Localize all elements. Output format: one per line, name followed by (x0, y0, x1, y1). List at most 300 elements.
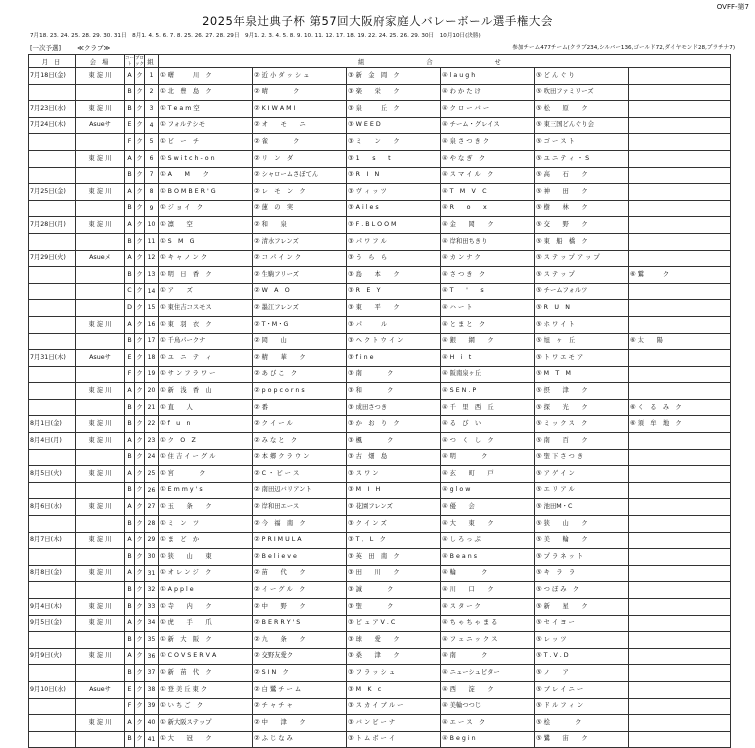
cell-group-number: 2 (145, 84, 159, 101)
table-row (29, 499, 731, 516)
cell-team: ② 番 (253, 399, 347, 416)
cell-group-number: 37 (145, 665, 159, 682)
cell-date (29, 731, 76, 748)
cell-venue: 東 淀 川 (76, 715, 125, 732)
cell-team: ① C O V S E R V A (159, 648, 253, 665)
cell-team: ④ し ろ っ ぷ (441, 532, 535, 549)
cell-block: ク (135, 316, 145, 333)
cell-venue: 東 淀 川 (76, 565, 125, 582)
cell-team: ① 凛 空 (159, 217, 253, 234)
cell-team: ③ 島 本 ク (347, 267, 441, 284)
cell-team: ② 晴 ク (253, 84, 347, 101)
cell-court: F (125, 698, 135, 715)
cell-team: ③ 球 愛 ク (347, 632, 441, 649)
cell-team: ④ 岸和田ちきり (441, 233, 535, 250)
cell-group-number: 30 (145, 549, 159, 566)
table-header-row (29, 55, 731, 68)
cell-court: B (125, 200, 135, 217)
cell-venue (76, 731, 125, 748)
cell-team: ① 直 人 (159, 399, 253, 416)
table-row (29, 333, 731, 350)
cell-court: A (125, 250, 135, 267)
cell-court: A (125, 532, 135, 549)
cell-team: ① 宮 ク (159, 466, 253, 483)
cell-team: ① ビ ー チ (159, 134, 253, 151)
cell-date: 7月31日(木) (29, 350, 76, 367)
cell-team: ④ 美輪つつじ (441, 698, 535, 715)
cell-group-number: 32 (145, 582, 159, 599)
cell-block: ク (135, 665, 145, 682)
cell-team: ② リ ン ダ (253, 150, 347, 167)
cell-team: ② B E R R Y ' S (253, 615, 347, 632)
cell-team: ② 生駒フリーズ (253, 267, 347, 284)
cell-block: ク (135, 516, 145, 533)
table-row (29, 283, 731, 300)
cell-team: ① A p p l e (159, 582, 253, 599)
cell-empty (629, 300, 731, 317)
cell-empty (629, 449, 731, 466)
cell-court: B (125, 599, 135, 616)
cell-block: ク (135, 731, 145, 748)
cell-team: ① ま ど か (159, 532, 253, 549)
cell-block: ク (135, 333, 145, 350)
cell-court: A (125, 433, 135, 450)
cell-empty (629, 200, 731, 217)
cell-group-number: 12 (145, 250, 159, 267)
cell-date (29, 665, 76, 682)
cell-empty (629, 233, 731, 250)
cell-team: ② レ モ ン ク (253, 184, 347, 201)
cell-court: B (125, 416, 135, 433)
cell-team: ③ 楽 栄 ク (347, 84, 441, 101)
table-row (29, 84, 731, 101)
cell-team: ④ 銀 網 ク (441, 333, 535, 350)
cell-team: ③ 英 田 南 ク (347, 549, 441, 566)
cell-court: B (125, 549, 135, 566)
cell-date (29, 449, 76, 466)
cell-venue (76, 632, 125, 649)
cell-date: 8月7日(木) (29, 532, 76, 549)
schedule-dates: 7月18. 23. 24. 25. 28. 29. 30. 31日 8月1. 4. 5. 6. 7. 8. 25. 26. 27. 28. 29日 9月1. 2. 3. 4. 5. 8. 9. 10. 11. 12. 17. 18. 19. 22. 24. 25. 26. 29. 30日 10月10日(決勝) (30, 33, 481, 39)
cell-venue (76, 84, 125, 101)
cell-team: ③ 東 平 ク (347, 300, 441, 317)
table-row (29, 582, 731, 599)
cell-empty (629, 582, 731, 599)
cell-team: ④ 泉 さ つ き ク (441, 134, 535, 151)
cell-date (29, 150, 76, 167)
cell-date (29, 366, 76, 383)
cell-venue (76, 549, 125, 566)
cell-team: ⑤ 高 石 ク (535, 167, 629, 184)
cell-team: ② み な と ク (253, 433, 347, 450)
cell-group-number: 3 (145, 101, 159, 118)
cell-group-number: 4 (145, 117, 159, 134)
table-row (29, 200, 731, 217)
cell-court: A (125, 648, 135, 665)
cell-team: ③ 和 ク (347, 383, 441, 400)
cell-block: ク (135, 300, 145, 317)
cell-empty (629, 715, 731, 732)
cell-date: 9月9日(火) (29, 648, 76, 665)
cell-team: ① オ レ ン ジ ク (159, 565, 253, 582)
cell-team: ① 寺 内 ク (159, 599, 253, 616)
cell-team: ① 登 美 丘 東 ク (159, 681, 253, 698)
cell-team: ⑤ レ ッ ツ (535, 632, 629, 649)
cell-empty (629, 383, 731, 400)
cell-team: ③ か お り ク (347, 416, 441, 433)
cell-venue: 東 淀 川 (76, 68, 125, 85)
cell-team: ③ A i l e s (347, 200, 441, 217)
cell-group-number: 26 (145, 482, 159, 499)
cell-team: ③ R I N (347, 167, 441, 184)
cell-team: ③ 泉 丘 ク (347, 101, 441, 118)
cell-block: ク (135, 532, 145, 549)
section-label: [一次予選] (30, 44, 62, 52)
cell-venue (76, 399, 125, 416)
cell-date (29, 715, 76, 732)
cell-team: ⑤ 交 野 ク (535, 217, 629, 234)
cell-team: ① B O M B E R ' G (159, 184, 253, 201)
cell-team: ① T e a m 空 (159, 101, 253, 118)
cell-team: ⑤ つ ぼ み ク (535, 582, 629, 599)
cell-group-number: 18 (145, 350, 159, 367)
cell-date (29, 283, 76, 300)
cell-block: ク (135, 399, 145, 416)
table-row (29, 101, 731, 118)
cell-date (29, 84, 76, 101)
cell-team: ④ エ ー ス ク (441, 715, 535, 732)
cell-team: ② 南田辺バリアント (253, 482, 347, 499)
cell-court: A (125, 184, 135, 201)
cell-block: ク (135, 632, 145, 649)
cell-court: A (125, 615, 135, 632)
cell-team: ⑤ 吹田ファミリーズ (535, 84, 629, 101)
cell-block: ク (135, 84, 145, 101)
cell-team: ③ ク イ ン ズ (347, 516, 441, 533)
cell-team: ⑤ ア ゲ イ ン (535, 466, 629, 483)
cell-empty (629, 117, 731, 134)
cell-team: ③ ピ ュ ア V . C (347, 615, 441, 632)
cell-empty (629, 615, 731, 632)
cell-team: ⑤ ド ル フ ィ ン (535, 698, 629, 715)
cell-team: ⑤ チームフォルツ (535, 283, 629, 300)
cell-block: ク (135, 466, 145, 483)
cell-venue: Asueサ (76, 117, 125, 134)
cell-group-number: 10 (145, 217, 159, 234)
cell-block: ク (135, 449, 145, 466)
cell-team: ① 新 浅 香 山 (159, 383, 253, 400)
cell-group-number: 39 (145, 698, 159, 715)
cell-group-number: 41 (145, 731, 159, 748)
cell-date (29, 698, 76, 715)
cell-empty (629, 532, 731, 549)
cell-team: ② 和 泉 (253, 217, 347, 234)
cell-date (29, 134, 76, 151)
cell-court: B (125, 582, 135, 599)
cell-team: ⑤ キ ラ ラ (535, 565, 629, 582)
cell-court: B (125, 233, 135, 250)
cell-date: 7月25日(金) (29, 184, 76, 201)
cell-group-number: 9 (145, 200, 159, 217)
cell-date: 9月5日(金) (29, 615, 76, 632)
cell-date: 8月6日(水) (29, 499, 76, 516)
cell-block: ク (135, 499, 145, 516)
cell-empty (629, 68, 731, 85)
cell-block: ク (135, 134, 145, 151)
cell-date: 7月29日(火) (29, 250, 76, 267)
cell-team: ① 狭 山 東 (159, 549, 253, 566)
table-row (29, 150, 731, 167)
cell-group-number: 27 (145, 499, 159, 516)
cell-group-number: 11 (145, 233, 159, 250)
cell-block: ク (135, 715, 145, 732)
table-row (29, 366, 731, 383)
cell-team: ⑤ ゴ ー ス ト (535, 134, 629, 151)
cell-empty (629, 250, 731, 267)
cell-empty (629, 150, 731, 167)
cell-court: B (125, 267, 135, 284)
cell-empty (629, 665, 731, 682)
cell-team: ④ フ ェ ニ ッ ク ス (441, 632, 535, 649)
cell-team: ① 住 吉 イ ー グ ル (159, 449, 253, 466)
cell-team: ② ふ じ な み (253, 731, 347, 748)
cell-team: ② T・M・G (253, 316, 347, 333)
schedule-table (28, 54, 731, 748)
cell-date (29, 632, 76, 649)
cell-team: ⑤ 新 星 ク (535, 599, 629, 616)
cell-team: ④ 金 岡 ク (441, 217, 535, 234)
cell-block: ク (135, 184, 145, 201)
section-heading (30, 43, 124, 52)
cell-venue (76, 516, 125, 533)
cell-team: ① 大 冠 ク (159, 731, 253, 748)
cell-venue: 東 淀 川 (76, 532, 125, 549)
cell-team: ① ミ ン ツ (159, 516, 253, 533)
cell-team: ④ 西 淀 ク (441, 681, 535, 698)
cell-team: ④ S E N . P (441, 383, 535, 400)
cell-team: ② 蓮 の 実 (253, 200, 347, 217)
cell-team: ② K I W A M I (253, 101, 347, 118)
cell-team: ② 白 鷺 チ ー ム (253, 681, 347, 698)
cell-team: ⑥ く る み ク (629, 399, 731, 416)
cell-team: ② 本 郷 ク ラ ウ ン (253, 449, 347, 466)
cell-team: ⑤ エ リ ア ル (535, 482, 629, 499)
cell-court: B (125, 167, 135, 184)
cell-block: ク (135, 250, 145, 267)
cell-team: ④ 大 東 ク (441, 516, 535, 533)
cell-team: ③ 新 金 岡 ク (347, 68, 441, 85)
cell-team: ② シャロームさぼてん (253, 167, 347, 184)
cell-team: ④ H i t (441, 350, 535, 367)
cell-group-number: 14 (145, 283, 159, 300)
cell-team: ⑤ 聖 下 さ つ き (535, 449, 629, 466)
cell-team: ① 東住吉コスモス (159, 300, 253, 317)
cell-block: ク (135, 482, 145, 499)
cell-group-number: 29 (145, 532, 159, 549)
cell-team: ② オ モ ニ (253, 117, 347, 134)
cell-empty (629, 433, 731, 450)
cell-date (29, 482, 76, 499)
cell-venue: 東 淀 川 (76, 615, 125, 632)
cell-team: ③ パ ル (347, 316, 441, 333)
cell-date: 7月23日(水) (29, 101, 76, 118)
cell-team: ⑤ ス テ ッ プ (535, 267, 629, 284)
cell-team: ⑥ 太 陽 (629, 333, 731, 350)
cell-team: ② 今 福 南 ク (253, 516, 347, 533)
cell-team: ⑤ ブ レ イ ニ ー (535, 681, 629, 698)
cell-team: ⑤ 狭 山 ク (535, 516, 629, 533)
cell-block: ク (135, 648, 145, 665)
table-row (29, 449, 731, 466)
cell-court: A (125, 715, 135, 732)
cell-empty (629, 466, 731, 483)
cell-team: ④ l a u g h (441, 68, 535, 85)
table-row (29, 532, 731, 549)
cell-team: ④ る び い (441, 416, 535, 433)
cell-team: ③ ス カ イ ブ ル ー (347, 698, 441, 715)
cell-group-number: 7 (145, 167, 159, 184)
cell-date (29, 516, 76, 533)
header-date: 月 日 (29, 55, 76, 68)
cell-team: ② C ・ ピ ー ス (253, 466, 347, 483)
cell-team: ⑤ 樹 林 ク (535, 200, 629, 217)
cell-team: ④ 南 ク (441, 648, 535, 665)
cell-venue (76, 300, 125, 317)
cell-court: A (125, 383, 135, 400)
table-row (29, 482, 731, 499)
cell-team: ⑤ ユ ニ テ ィ ・ S (535, 150, 629, 167)
cell-group-number: 35 (145, 632, 159, 649)
cell-venue: Asueサ (76, 350, 125, 367)
cell-block: ク (135, 433, 145, 450)
cell-team: ⑤ 南 百 ク (535, 433, 629, 450)
cell-venue: 東 淀 川 (76, 433, 125, 450)
cell-group-number: 13 (145, 267, 159, 284)
cell-empty (629, 482, 731, 499)
cell-empty (629, 134, 731, 151)
cell-team: ① 明 日 香 ク (159, 267, 253, 284)
cell-team: ④ R o x (441, 200, 535, 217)
cell-court: E (125, 117, 135, 134)
cell-team: ④ と ま と ク (441, 316, 535, 333)
table-row (29, 184, 731, 201)
cell-team: ④ 川 口 ク (441, 582, 535, 599)
cell-empty (629, 366, 731, 383)
cell-team: ③ f i n e (347, 350, 441, 367)
document-code: OVFF-第7 (716, 3, 749, 11)
cell-team: ③ 桑 津 ク (347, 648, 441, 665)
cell-team: ③ ト ム ボ ー イ (347, 731, 441, 748)
cell-group-number: 38 (145, 681, 159, 698)
cell-team: ① 曙 川 ク (159, 68, 253, 85)
cell-team: ④ ク ロ ー バ ー (441, 101, 535, 118)
cell-empty (629, 283, 731, 300)
cell-team: ③ 成田さつき (347, 399, 441, 416)
cell-group-number: 19 (145, 366, 159, 383)
cell-venue (76, 267, 125, 284)
cell-team: ① 千鳥パークナ (159, 333, 253, 350)
cell-court: B (125, 449, 135, 466)
page-title: 2025年泉辻典子杯 第57回大阪府家庭人バレーボール選手権大会 (202, 14, 553, 28)
table-row (29, 433, 731, 450)
cell-team: ① い ち ご ク (159, 698, 253, 715)
cell-group-number: 36 (145, 648, 159, 665)
cell-team: ⑤ R U N (535, 300, 629, 317)
cell-team: ① 東 羽 衣 ク (159, 316, 253, 333)
cell-date: 8月1日(金) (29, 416, 76, 433)
cell-block: ク (135, 698, 145, 715)
cell-block: ク (135, 416, 145, 433)
cell-venue: 東 淀 川 (76, 316, 125, 333)
cell-block: ク (135, 200, 145, 217)
cell-court: B (125, 632, 135, 649)
header-teams: 組 合 せ (159, 55, 731, 68)
category-label: ≪クラブ≫ (77, 44, 111, 52)
cell-date (29, 582, 76, 599)
table-row (29, 599, 731, 616)
cell-team: ① フォルテシモ (159, 117, 253, 134)
table-row (29, 615, 731, 632)
table-row (29, 350, 731, 367)
table-row (29, 466, 731, 483)
cell-team: ② 清水フレンズ (253, 233, 347, 250)
cell-date: 9月10日(水) (29, 681, 76, 698)
table-row (29, 665, 731, 682)
cell-court: B (125, 516, 135, 533)
cell-team: ⑤ プ ラ ネ ッ ト (535, 549, 629, 566)
cell-team: ③ 田 川 ク (347, 565, 441, 582)
cell-team: ⑤ T . V . D (535, 648, 629, 665)
cell-team: ① 北 豊 島 ク (159, 84, 253, 101)
cell-group-number: 28 (145, 516, 159, 533)
cell-block: ク (135, 366, 145, 383)
header-group: 組 (145, 55, 159, 68)
cell-team: ② B e l i e v e (253, 549, 347, 566)
cell-block: ク (135, 68, 145, 85)
cell-empty (629, 350, 731, 367)
cell-block: ク (135, 167, 145, 184)
cell-block: ク (135, 117, 145, 134)
cell-empty (629, 516, 731, 533)
cell-block: ク (135, 350, 145, 367)
table-row (29, 134, 731, 151)
cell-empty (629, 316, 731, 333)
cell-venue (76, 482, 125, 499)
cell-court: B (125, 399, 135, 416)
cell-group-number: 15 (145, 300, 159, 317)
cell-venue: Asueメ (76, 250, 125, 267)
cell-group-number: 20 (145, 383, 159, 400)
cell-team: ① 虎 手 爪 (159, 615, 253, 632)
cell-team: ⑤ 摂 津 ク (535, 383, 629, 400)
cell-team: ③ ミ ン ク (347, 134, 441, 151)
cell-group-number: 33 (145, 599, 159, 616)
cell-team: ⑤ 探 光 ク (535, 399, 629, 416)
cell-team: ⑤ ミ ッ ク ス ク (535, 416, 629, 433)
cell-team: ① ク O Z (159, 433, 253, 450)
cell-team: ③ バ ン ビ ー ナ (347, 715, 441, 732)
cell-team: ② S I N ク (253, 665, 347, 682)
cell-venue (76, 333, 125, 350)
cell-date (29, 300, 76, 317)
cell-venue (76, 134, 125, 151)
cell-empty (629, 167, 731, 184)
cell-team: ① キ ャ ノ ン ク (159, 250, 253, 267)
cell-block: ク (135, 582, 145, 599)
cell-group-number: 17 (145, 333, 159, 350)
cell-court: A (125, 565, 135, 582)
cell-team: ④ ニューシュピター (441, 665, 535, 682)
